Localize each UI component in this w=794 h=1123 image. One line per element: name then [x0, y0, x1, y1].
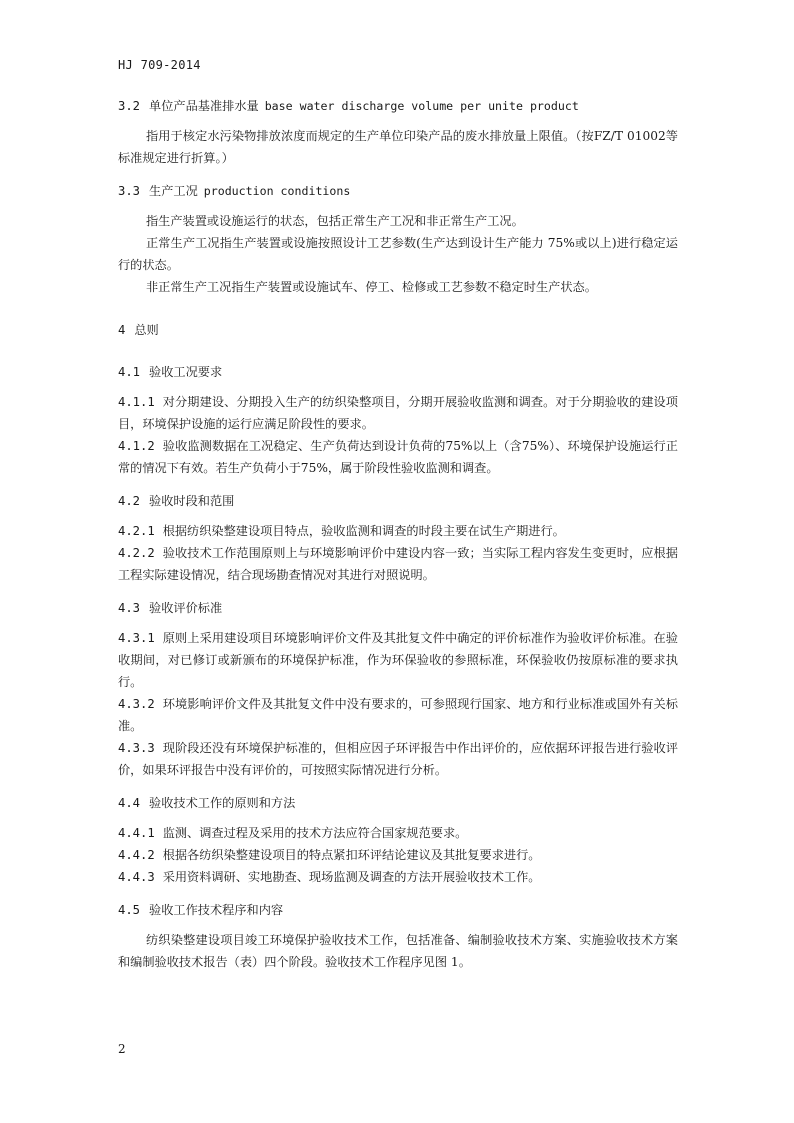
- clause-text: 验收技术工作范围原则上与环境影响评价中建设内容一致；当实际工程内容发生变更时，应根据工程实际建设情况，结合现场勘查情况对其进行对照说明。: [118, 546, 678, 582]
- clause-text: 根据各纺织染整建设项目的特点紧扣环评结论建议及其批复要求进行。: [162, 848, 541, 862]
- section-number: 4.1: [118, 365, 141, 379]
- heading-4: [118, 320, 678, 340]
- heading-4-2: [118, 491, 678, 511]
- clause-item: [118, 391, 678, 435]
- clause-item: [118, 737, 678, 781]
- clause-item: [118, 627, 678, 693]
- section-number: 4.5: [118, 903, 141, 917]
- clause-number: 4.3.2: [118, 697, 155, 711]
- paragraph: 指生产装置或设施运行的状态，包括正常生产工况和非正常生产工况。: [146, 214, 524, 228]
- clause-item: [118, 822, 678, 844]
- paragraph: 非正常生产工况指生产装置或设施试车、停工、检修或工艺参数不稳定时生产状态。: [146, 280, 597, 294]
- clause-number: 4.1.2: [118, 439, 155, 453]
- clause-item: [118, 520, 678, 542]
- heading-3-3: [118, 181, 678, 201]
- page-number: 2: [118, 1042, 126, 1056]
- clause-number: 4.2.2: [118, 546, 155, 560]
- clause-item: [118, 435, 678, 479]
- section-number: 4.4: [118, 796, 141, 810]
- heading-4-3: [118, 598, 678, 618]
- section-title: 验收工作技术程序和内容: [149, 903, 284, 917]
- section-title: 验收技术工作的原则和方法: [149, 796, 296, 810]
- clause-text: 监测、调查过程及采用的技术方法应符合国家规范要求。: [162, 826, 468, 840]
- section-number: 4: [118, 323, 126, 337]
- section-title-en: production conditions: [203, 184, 351, 198]
- paragraph: 纺织染整建设项目竣工环境保护验收技术工作，包括准备、编制验收技术方案、实施验收技术方案和编制验收技术报告（表）四个阶段。验收技术工作程序见图 1。: [118, 933, 678, 969]
- section-number: 4.2: [118, 494, 141, 508]
- clause-item: [118, 693, 678, 737]
- section-title: 验收评价标准: [149, 601, 223, 615]
- heading-4-5: [118, 900, 678, 920]
- section-number: 4.3: [118, 601, 141, 615]
- clause-text: 环境影响评价文件及其批复文件中没有要求的，可参照现行国家、地方和行业标准或国外有关标准。: [118, 697, 678, 733]
- section-title: 验收工况要求: [149, 365, 223, 379]
- clause-number: 4.2.1: [118, 524, 155, 538]
- section-title: 总则: [134, 323, 159, 337]
- clause-number: 4.4.1: [118, 826, 155, 840]
- section-title-en: base water discharge volume per unite product: [264, 99, 579, 113]
- section-number: 3.3: [118, 184, 141, 198]
- paragraph: 正常生产工况指生产装置或设施按照设计工艺参数(生产达到设计生产能力 75%或以上)进行稳定运行的状态。: [118, 236, 678, 272]
- clause-text: 根据纺织染整建设项目特点，验收监测和调查的时段主要在试生产期进行。: [162, 524, 565, 538]
- section-title: 单位产品基准排水量: [149, 99, 259, 113]
- clause-number: 4.4.3: [118, 870, 155, 884]
- clause-number: 4.4.2: [118, 848, 155, 862]
- clause-item: [118, 542, 678, 586]
- clause-text: 采用资料调研、实地勘查、现场监测及调查的方法开展验收技术工作。: [162, 870, 541, 884]
- clause-number: 4.3.3: [118, 741, 155, 755]
- section-title: 生产工况: [149, 184, 198, 198]
- clause-text: 现阶段还没有环境保护标准的，但相应因子环评报告中作出评价的，应依据环评报告进行验收评价，如果环评报告中没有评价的，可按照实际情况进行分析。: [118, 741, 678, 777]
- clause-text: 验收监测数据在工况稳定、生产负荷达到设计负荷的75%以上（含75%）、环境保护设施运行正常的情况下有效。若生产负荷小于75%，属于阶段性验收监测和调查。: [118, 439, 678, 475]
- clause-number: 4.3.1: [118, 631, 155, 645]
- heading-4-1: [118, 362, 678, 382]
- clause-item: [118, 844, 678, 866]
- clause-number: 4.1.1: [118, 395, 155, 409]
- section-title: 验收时段和范围: [149, 494, 235, 508]
- clause-text: 对分期建设、分期投入生产的纺织染整项目，分期开展验收监测和调查。对于分期验收的建设项目，环境保护设施的运行应满足阶段性的要求。: [118, 395, 678, 431]
- document-id: HJ 709-2014: [118, 58, 201, 72]
- section-number: 3.2: [118, 99, 141, 113]
- paragraph: 指用于核定水污染物排放浓度而规定的生产单位印染产品的废水排放量上限值。（按FZ/T 01002等标准规定进行折算。）: [118, 129, 678, 165]
- document-body: [118, 96, 678, 973]
- clause-text: 原则上采用建设项目环境影响评价文件及其批复文件中确定的评价标准作为验收评价标准。在验收期间，对已修订或新颁布的环境保护标准，作为环保验收的参照标准，环保验收仍按原标准的要求执行。: [118, 631, 678, 689]
- heading-4-4: [118, 793, 678, 813]
- heading-3-2: [118, 96, 678, 116]
- clause-item: [118, 866, 678, 888]
